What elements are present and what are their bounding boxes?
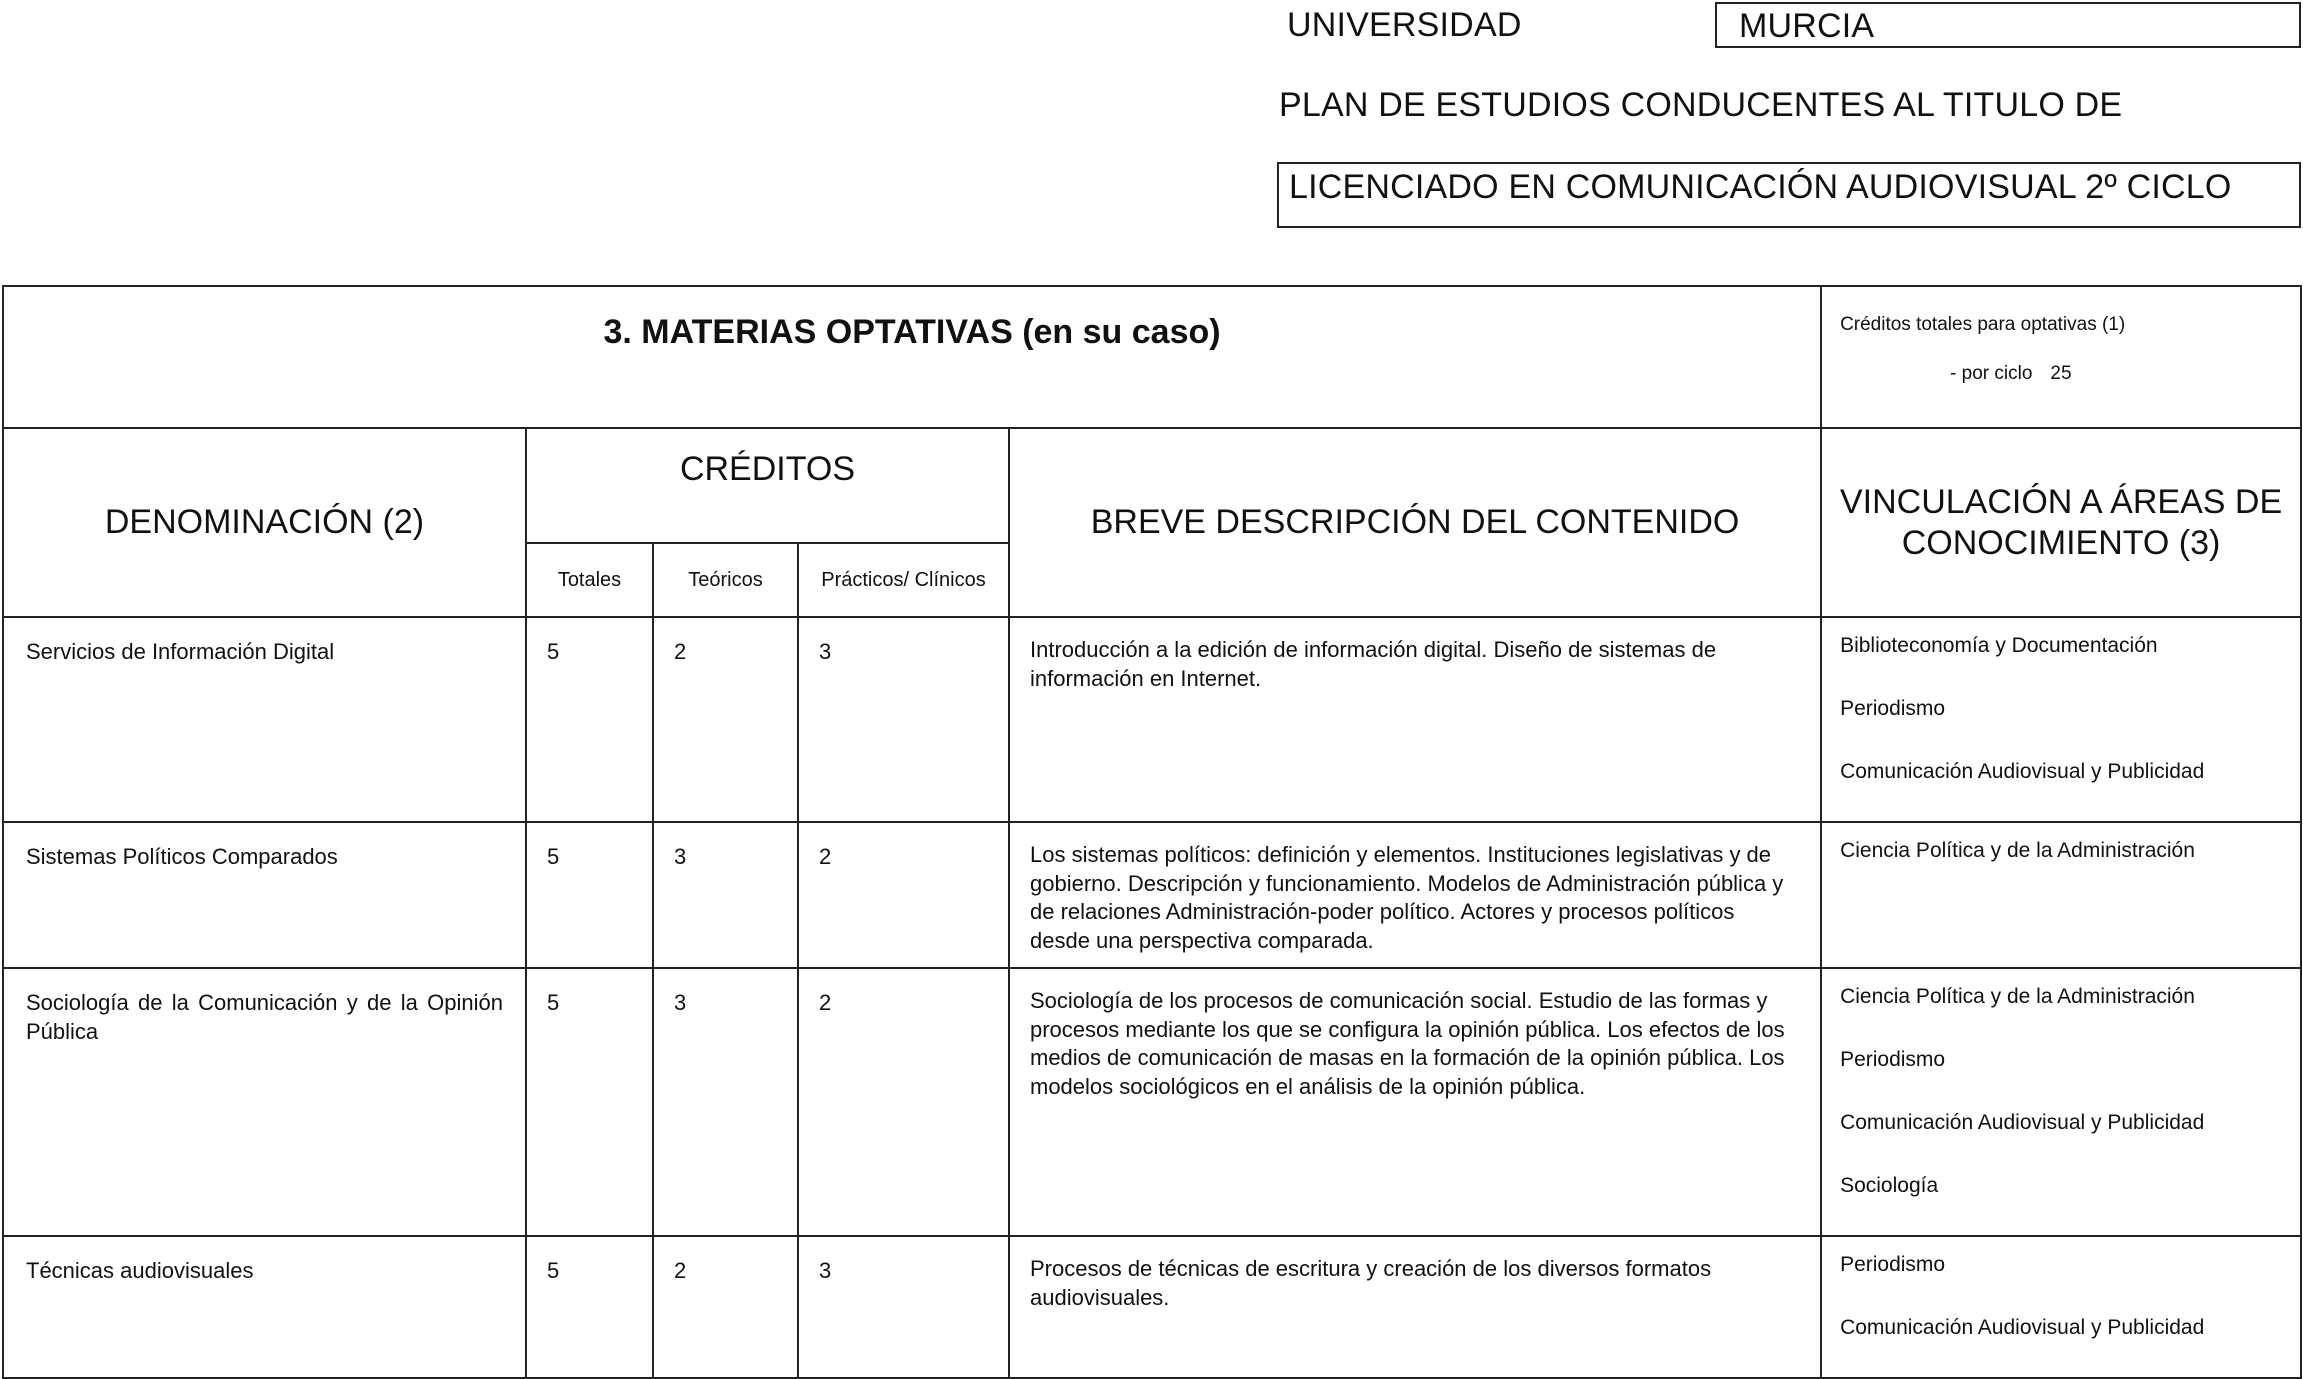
university-value: MURCIA <box>1739 7 1875 45</box>
area-item: Periodismo <box>1840 1048 1946 1071</box>
credits-practice: 3 <box>798 617 1009 822</box>
subject-name: Servicios de Información Digital <box>3 617 526 822</box>
area-item: Periodismo <box>1840 1253 1946 1276</box>
credits-theory: 3 <box>653 968 798 1236</box>
area-item: Periodismo <box>1840 697 1946 720</box>
plan-label: PLAN DE ESTUDIOS CONDUCENTES AL TITULO DE <box>1279 86 2123 124</box>
area-item: Ciencia Política y de la Administración <box>1840 985 2195 1008</box>
area-item: Ciencia Política y de la Administración <box>1840 839 2195 862</box>
knowledge-areas <box>1821 617 2301 822</box>
section-title: 3. MATERIAS OPTATIVAS (en su caso) <box>3 286 1821 428</box>
subcolumn-totales: Totales <box>526 543 653 617</box>
credits-theory: 2 <box>653 1236 798 1378</box>
table-row <box>3 968 2301 1236</box>
per-cycle-value: 25 <box>2050 363 2072 384</box>
degree-title: LICENCIADO EN COMUNICACIÓN AUDIOVISUAL 2º CICLO <box>1289 168 2232 206</box>
university-box <box>1715 2 2301 48</box>
subcolumn-practicos: Prácticos/ Clínicos <box>798 543 1009 617</box>
column-descripcion: BREVE DESCRIPCIÓN DEL CONTENIDO <box>1009 428 1821 617</box>
knowledge-areas <box>1821 822 2301 968</box>
credits-theory: 3 <box>653 822 798 968</box>
degree-title-box <box>1277 162 2301 228</box>
subcolumn-teoricos: Teóricos <box>653 543 798 617</box>
table-row <box>3 822 2301 968</box>
credits-total: 5 <box>526 822 653 968</box>
area-item: Biblioteconomía y Documentación <box>1840 634 2158 657</box>
credits-total: 5 <box>526 617 653 822</box>
area-item: Sociología <box>1840 1174 1939 1197</box>
table-row <box>3 617 2301 822</box>
subject-name: Sociología de la Comunicación y de la Opinión Pública <box>3 968 526 1236</box>
credits-total-label: Créditos totales para optativas (1) <box>1840 314 2126 335</box>
credits-practice: 3 <box>798 1236 1009 1378</box>
per-cycle-label: - por ciclo <box>1950 363 2033 384</box>
column-denominacion: DENOMINACIÓN (2) <box>3 428 526 617</box>
area-item: Comunicación Audiovisual y Publicidad <box>1840 1111 2205 1134</box>
subject-description: Sociología de los procesos de comunicación social. Estudio de las formas y procesos mediante los que se configura la opinión pública. Los efectos de los medios de comunicación de masas en la formación de la opinión pública. Los modelos sociológicos en el análisis de la opinión pública. <box>1009 968 1821 1236</box>
credits-total: 5 <box>526 1236 653 1378</box>
column-vinculacion: VINCULACIÓN A ÁREAS DE CONOCIMIENTO (3) <box>1821 428 2301 617</box>
knowledge-areas <box>1821 1236 2301 1378</box>
column-creditos: CRÉDITOS <box>526 428 1009 543</box>
university-label: UNIVERSIDAD <box>1287 6 1522 44</box>
credits-practice: 2 <box>798 822 1009 968</box>
knowledge-areas <box>1821 968 2301 1236</box>
subject-name: Técnicas audiovisuales <box>3 1236 526 1378</box>
optional-subjects-table <box>2 285 2302 1379</box>
subject-description: Introducción a la edición de información digital. Diseño de sistemas de información en Internet. <box>1009 617 1821 822</box>
optional-credits-info <box>1821 286 2301 428</box>
table-row <box>3 1236 2301 1378</box>
credits-theory: 2 <box>653 617 798 822</box>
subject-name: Sistemas Políticos Comparados <box>3 822 526 968</box>
credits-practice: 2 <box>798 968 1009 1236</box>
subject-description: Los sistemas políticos: definición y elementos. Instituciones legislativas y de gobierno. Descripción y funcionamiento. Modelos de Administración pública y de relaciones Administración-poder político. Actores y procesos políticos desde una perspectiva comparada. <box>1009 822 1821 968</box>
area-item: Comunicación Audiovisual y Publicidad <box>1840 760 2205 783</box>
subject-description: Procesos de técnicas de escritura y creación de los diversos formatos audiovisuales. <box>1009 1236 1821 1378</box>
area-item: Comunicación Audiovisual y Publicidad <box>1840 1316 2205 1339</box>
credits-total: 5 <box>526 968 653 1236</box>
